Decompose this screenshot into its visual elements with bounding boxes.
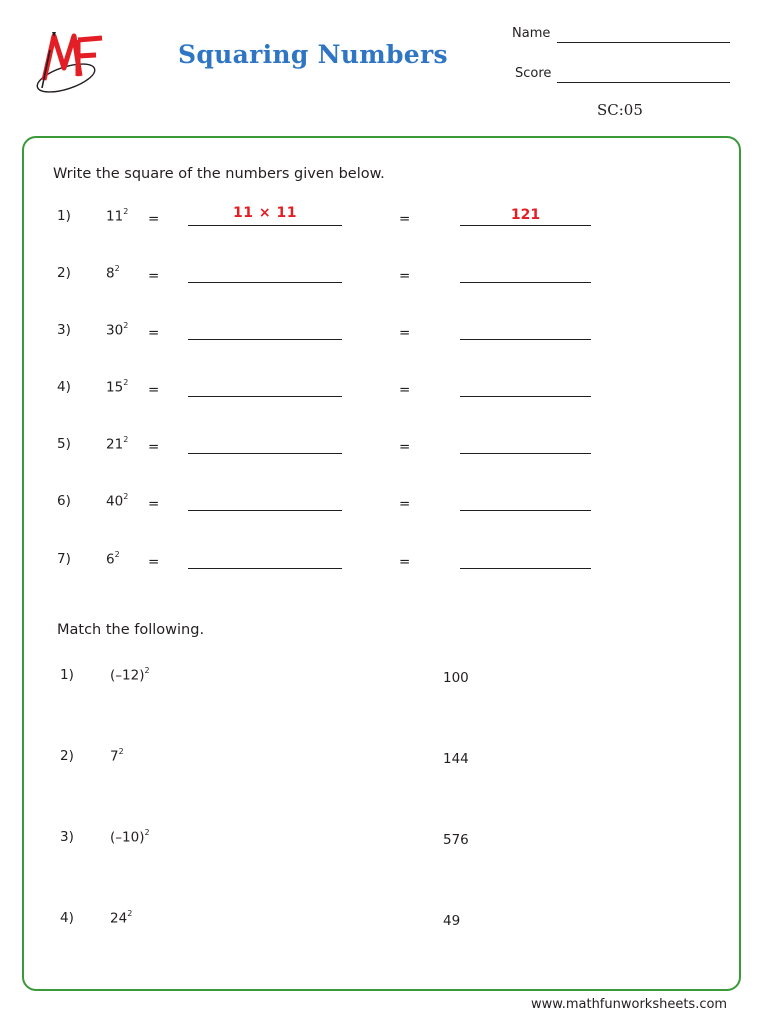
score-field[interactable] — [557, 82, 730, 83]
match-number: 4) — [60, 910, 74, 926]
exponent: 2 — [123, 321, 129, 330]
equals-sign: = — [399, 439, 411, 455]
question-number: 4) — [57, 379, 71, 395]
base-number: 21 — [106, 436, 124, 453]
base-number: 6 — [106, 551, 115, 568]
question-expression — [106, 493, 128, 510]
expanded-answer-blank[interactable] — [188, 282, 342, 283]
match-number: 1) — [60, 667, 74, 683]
result-answer: 121 — [510, 207, 541, 223]
square-question-row — [0, 551, 768, 581]
equals-sign: = — [148, 496, 160, 512]
square-question-row — [0, 205, 768, 238]
match-row — [0, 829, 768, 853]
result-answer-blank[interactable] — [460, 568, 591, 569]
match-row — [0, 748, 768, 772]
match-value[interactable]: 144 — [443, 751, 469, 767]
base-number: (–12) — [110, 667, 145, 684]
expanded-answer-blank[interactable] — [188, 568, 342, 569]
question-expression — [106, 208, 128, 225]
exponent: 2 — [114, 264, 120, 273]
result-answer-blank[interactable] — [460, 282, 591, 283]
worksheet-title: Squaring Numbers — [178, 40, 448, 69]
question-number: 2) — [57, 265, 71, 281]
base-number: 40 — [106, 493, 124, 510]
expanded-answer-blank[interactable] — [188, 453, 342, 454]
equals-sign: = — [399, 268, 411, 284]
expanded-answer-blank[interactable] — [188, 339, 342, 340]
expanded-answer-blank[interactable] — [188, 225, 342, 226]
expanded-answer-blank[interactable] — [188, 396, 342, 397]
question-number: 1) — [57, 208, 71, 224]
expanded-answer: 11 × 11 — [233, 205, 297, 221]
base-number: 11 — [106, 208, 124, 225]
name-field[interactable] — [557, 42, 730, 43]
match-number: 2) — [60, 748, 74, 764]
square-question-row — [0, 379, 768, 409]
result-answer-blank[interactable] — [460, 510, 591, 511]
match-row — [0, 667, 768, 691]
square-question-row — [0, 265, 768, 295]
base-number: (–10) — [110, 829, 145, 846]
base-number: 30 — [106, 322, 124, 339]
exponent: 2 — [123, 492, 129, 501]
match-value[interactable]: 49 — [443, 913, 461, 929]
question-number: 7) — [57, 551, 71, 567]
result-answer-blank[interactable] — [460, 453, 591, 454]
result-answer-blank[interactable] — [460, 225, 591, 226]
equals-sign: = — [399, 325, 411, 341]
part2-instruction: Match the following. — [57, 622, 205, 638]
exponent: 2 — [118, 747, 124, 756]
footer-url: www.mathfunworksheets.com — [531, 997, 728, 1012]
question-expression — [106, 436, 128, 453]
worksheet-code: SC:05 — [597, 101, 643, 119]
part1-instruction: Write the square of the numbers given below. — [53, 166, 385, 182]
equals-sign: = — [148, 211, 160, 227]
base-number: 15 — [106, 379, 124, 396]
base-number: 8 — [106, 265, 115, 282]
equals-sign: = — [148, 554, 160, 570]
exponent: 2 — [123, 378, 129, 387]
equals-sign: = — [399, 496, 411, 512]
equals-sign: = — [148, 325, 160, 341]
square-question-row — [0, 436, 768, 466]
square-question-row — [0, 322, 768, 352]
question-expression — [106, 265, 120, 282]
result-answer-blank[interactable] — [460, 396, 591, 397]
match-expression[interactable] — [110, 829, 150, 846]
square-question-row — [0, 493, 768, 523]
match-value[interactable]: 100 — [443, 670, 469, 686]
match-expression[interactable] — [110, 910, 132, 927]
question-expression — [106, 379, 128, 396]
equals-sign: = — [399, 554, 411, 570]
logo — [30, 28, 110, 100]
question-expression — [106, 551, 120, 568]
score-label: Score — [515, 66, 552, 81]
match-value[interactable]: 576 — [443, 832, 469, 848]
question-number: 3) — [57, 322, 71, 338]
exponent: 2 — [123, 435, 129, 444]
result-answer-blank[interactable] — [460, 339, 591, 340]
equals-sign: = — [399, 211, 411, 227]
name-label: Name — [512, 26, 551, 41]
match-row — [0, 910, 768, 934]
question-number: 6) — [57, 493, 71, 509]
equals-sign: = — [148, 439, 160, 455]
expanded-answer-blank[interactable] — [188, 510, 342, 511]
exponent: 2 — [127, 909, 133, 918]
match-number: 3) — [60, 829, 74, 845]
exponent: 2 — [144, 666, 150, 675]
question-number: 5) — [57, 436, 71, 452]
base-number: 24 — [110, 910, 128, 927]
equals-sign: = — [148, 382, 160, 398]
match-expression[interactable] — [110, 667, 150, 684]
equals-sign: = — [399, 382, 411, 398]
equals-sign: = — [148, 268, 160, 284]
exponent: 2 — [144, 828, 150, 837]
question-expression — [106, 322, 128, 339]
base-number: 7 — [110, 748, 119, 765]
exponent: 2 — [114, 550, 120, 559]
exponent: 2 — [123, 207, 129, 216]
match-expression[interactable] — [110, 748, 124, 765]
